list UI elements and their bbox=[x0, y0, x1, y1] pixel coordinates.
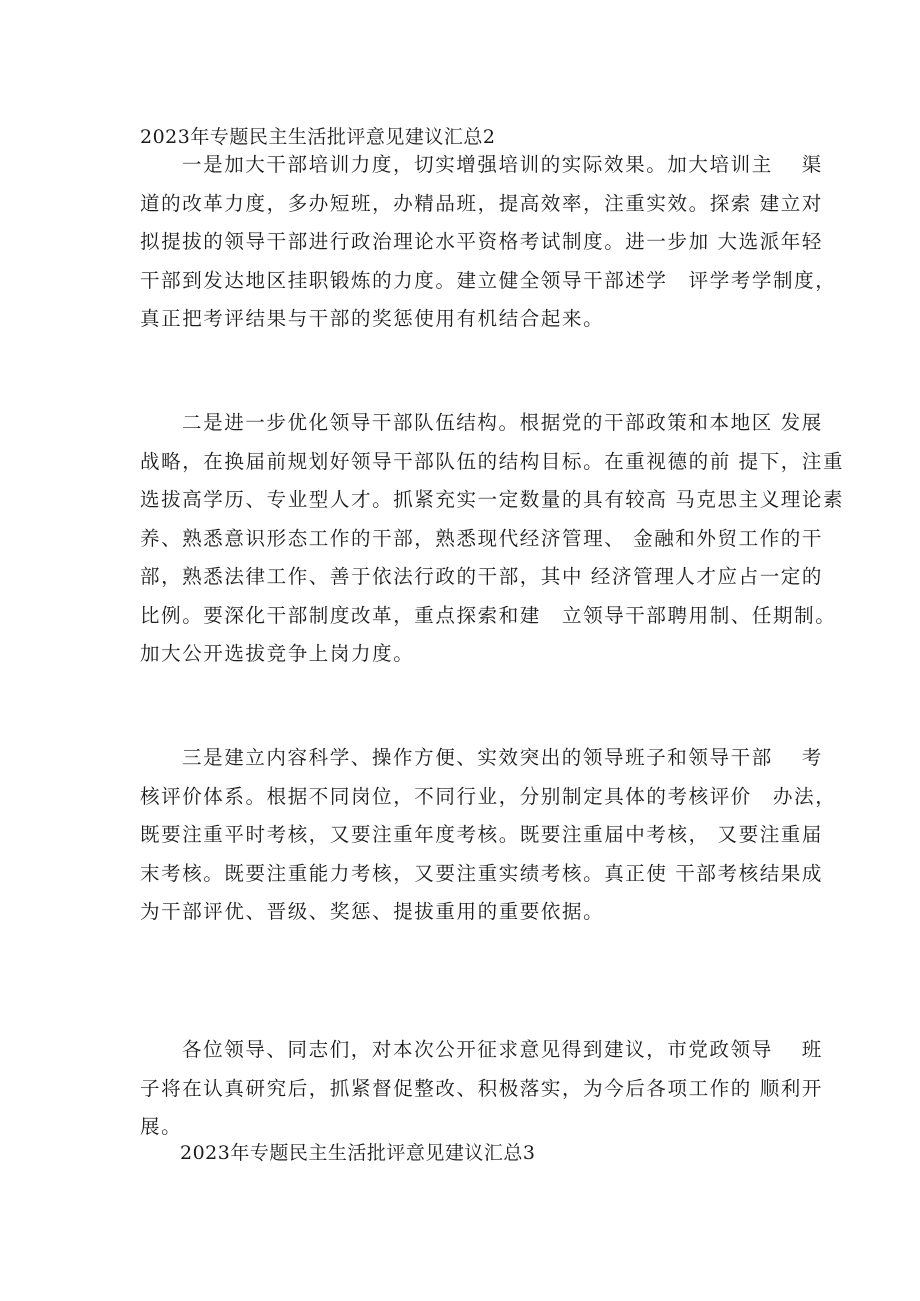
paragraph-line: 子将在认真研究后，抓紧督促整改、积极落实，为今后各项工作的 顺利开 bbox=[140, 1076, 823, 1100]
paragraph-line: 展。 bbox=[140, 1115, 183, 1138]
paragraph-line: 三是建立内容科学、操作方便、实效突出的领导班子和领导干部 考 bbox=[182, 746, 823, 769]
paragraph-line: 养、熟悉意识形态工作的干部，熟悉现代经济管理、 金融和外贸工作的干 bbox=[140, 526, 823, 550]
paragraph-line: 拟提拔的领导干部进行政治理论水平资格考试制度。进一步加 大选派年轻 bbox=[140, 230, 823, 253]
paragraph-line: 末考核。既要注重能力考核，又要注重实绩考核。真正使 干部考核结果成 bbox=[140, 861, 823, 885]
paragraph-line: 一是加大干部培训力度，切实增强培训的实际效果。加大培训主 渠 bbox=[182, 153, 823, 176]
paragraph-line: 战略，在换届前规划好领导干部队伍的结构目标。在重视德的前 提下，注重 bbox=[140, 449, 845, 473]
paragraph-line: 比例。要深化干部制度改革，重点探索和建 立领导干部聘用制、任期制。 bbox=[140, 603, 837, 627]
paragraph-training bbox=[140, 146, 837, 339]
paragraph-closing bbox=[140, 1031, 823, 1147]
paragraph-line: 各位领导、同志们，对本次公开征求意见得到建议，市党政领导 班 bbox=[182, 1038, 823, 1061]
paragraph-line: 为干部评优、晋级、奖惩、提拔重用的重要依据。 bbox=[140, 900, 605, 923]
section-heading-3: 2023年专题民主生活批评意见建议汇总3 bbox=[180, 1142, 536, 1164]
paragraph-structure bbox=[140, 404, 845, 674]
paragraph-line: 二是进一步优化领导干部队伍结构。根据党的干部政策和本地区 发展 bbox=[182, 411, 823, 434]
paragraph-line: 选拔高学历、专业型人才。抓紧充实一定数量的具有较高 马克思主义理论素 bbox=[140, 488, 845, 511]
paragraph-line: 核评价体系。根据不同岗位，不同行业，分别制定具体的考核评价 办法， bbox=[140, 784, 837, 808]
paragraph-line: 部，熟悉法律工作、善于依法行政的干部，其中 经济管理人才应占一定的 bbox=[140, 565, 823, 588]
paragraph-line: 道的改革力度，多办短班，办精品班，提高效率，注重实效。探索 建立对 bbox=[140, 191, 823, 215]
paragraph-line: 干部到发达地区挂职锻炼的力度。建立健全领导干部述学 评学考学制度， bbox=[140, 268, 837, 292]
section-heading-2: 2023年专题民主生活批评意见建议汇总2 bbox=[140, 126, 496, 148]
paragraph-line: 加大公开选拔竞争上岗力度。 bbox=[140, 642, 415, 665]
paragraph-evaluation bbox=[140, 739, 837, 932]
paragraph-line: 真正把考评结果与干部的奖惩使用有机结合起来。 bbox=[140, 307, 605, 330]
paragraph-line: 既要注重平时考核，又要注重年度考核。既要注重届中考核， 又要注重届 bbox=[140, 823, 823, 846]
